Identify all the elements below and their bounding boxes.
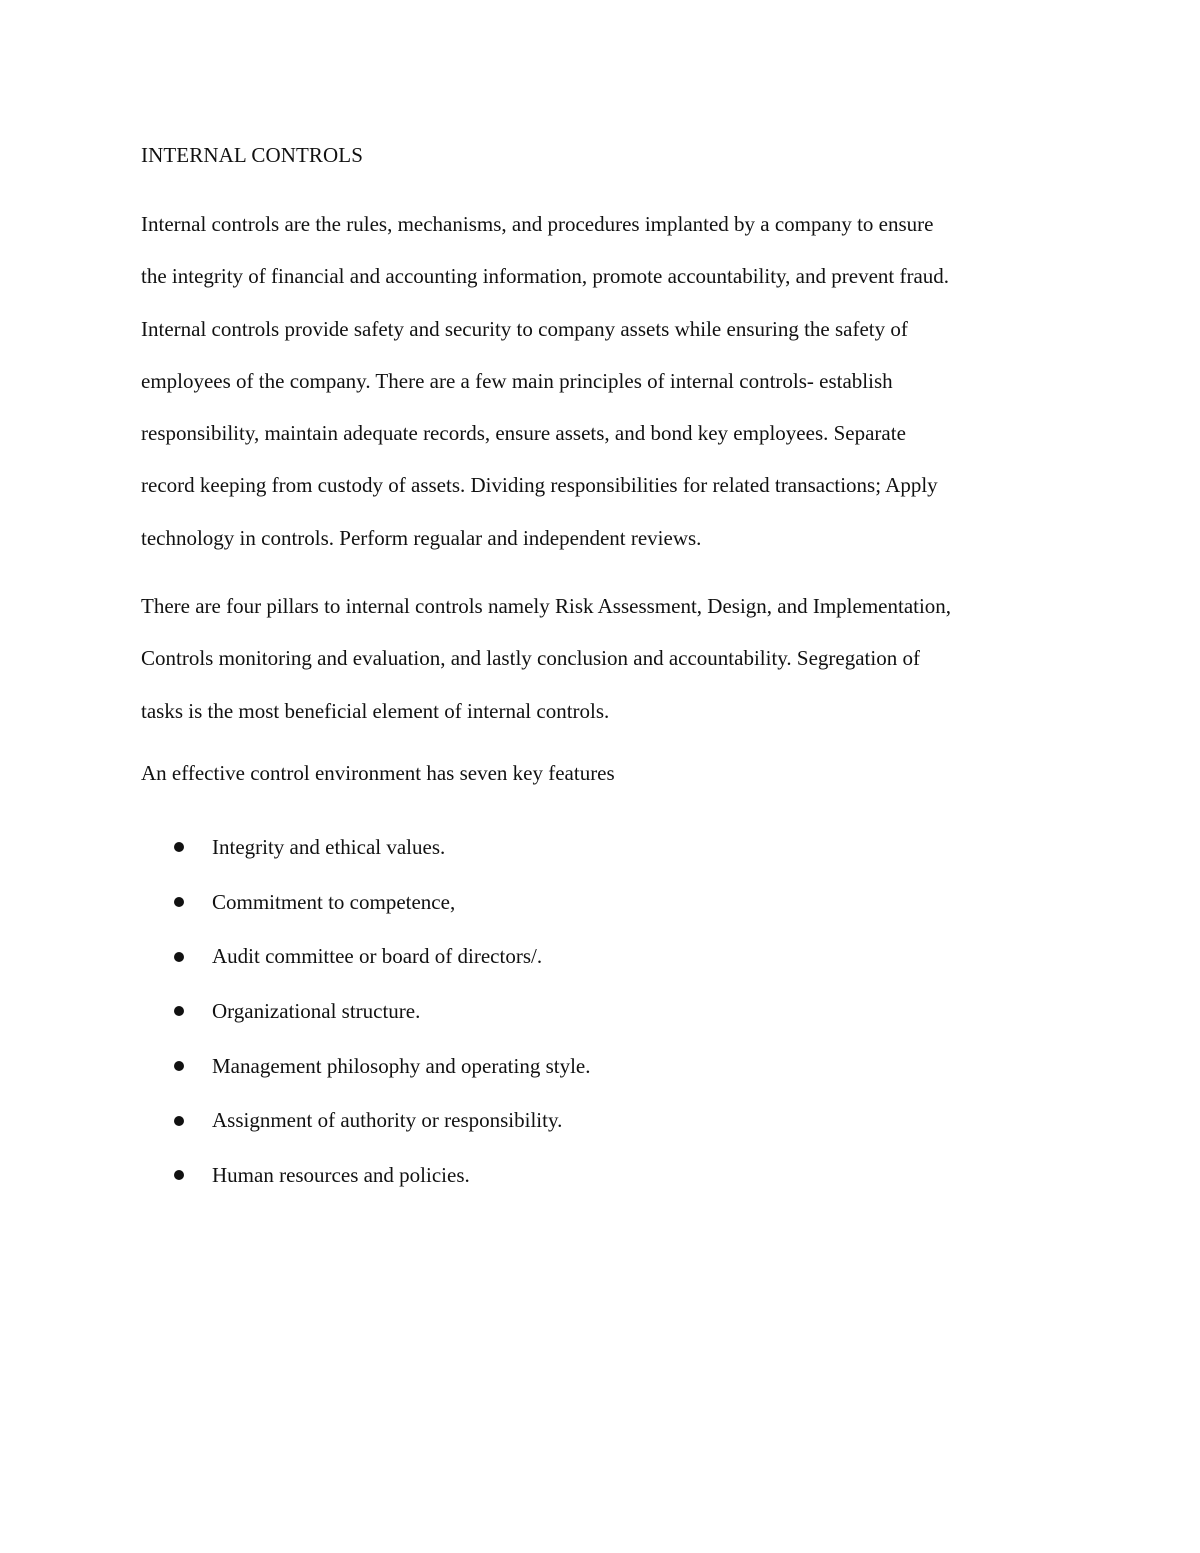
paragraph-line: the integrity of financial and accounting information, promote accountability, and prevent fraud. (141, 264, 950, 289)
list-item (141, 1039, 591, 1094)
list-item (141, 984, 591, 1039)
paragraph-features-intro (141, 747, 1081, 799)
list-item-text: Management philosophy and operating style. (212, 1053, 591, 1078)
document-title: INTERNAL CONTROLS (141, 143, 363, 167)
list-item-text: Audit committee or board of directors/. (212, 944, 543, 969)
list-item (141, 1093, 591, 1148)
paragraph-line: technology in controls. Perform regualar and independent reviews. (141, 525, 702, 550)
paragraph-line: Internal controls are the rules, mechanisms, and procedures implanted by a company to ensure (141, 212, 934, 236)
bullet-icon (174, 1170, 184, 1180)
paragraph-line: Internal controls provide safety and security to company assets while ensuring the safety of (141, 316, 908, 341)
list-item (141, 929, 591, 984)
list-item-text: Integrity and ethical values. (212, 835, 446, 859)
list-item-text: Assignment of authority or responsibility. (212, 1108, 563, 1133)
paragraph-definition (141, 198, 1081, 564)
list-item-text: Commitment to competence, (212, 889, 456, 914)
bullet-icon (174, 842, 184, 852)
list-item (141, 875, 591, 930)
paragraph-line: An effective control environment has seven key features (141, 761, 615, 785)
paragraph-pillars (141, 580, 1081, 737)
paragraph-line: Controls monitoring and evaluation, and lastly conclusion and accountability. Segregation of (141, 646, 920, 671)
list-item-text: Human resources and policies. (212, 1163, 470, 1188)
paragraph-line: tasks is the most beneficial element of internal controls. (141, 698, 610, 723)
bullet-icon (174, 897, 184, 907)
list-item (141, 1148, 591, 1203)
list-item-text: Organizational structure. (212, 999, 421, 1024)
bullet-icon (174, 952, 184, 962)
paragraph-line: record keeping from custody of assets. Dividing responsibilities for related transactions; Apply (141, 473, 938, 498)
paragraph-line: responsibility, maintain adequate records, ensure assets, and bond key employees. Separate (141, 421, 906, 446)
features-list (141, 820, 591, 1203)
list-item (141, 820, 591, 875)
bullet-icon (174, 1061, 184, 1071)
bullet-icon (174, 1006, 184, 1016)
bullet-icon (174, 1116, 184, 1126)
paragraph-line: employees of the company. There are a few main principles of internal controls- establish (141, 368, 893, 393)
paragraph-line: There are four pillars to internal controls namely Risk Assessment, Design, and Implementation, (141, 594, 952, 618)
